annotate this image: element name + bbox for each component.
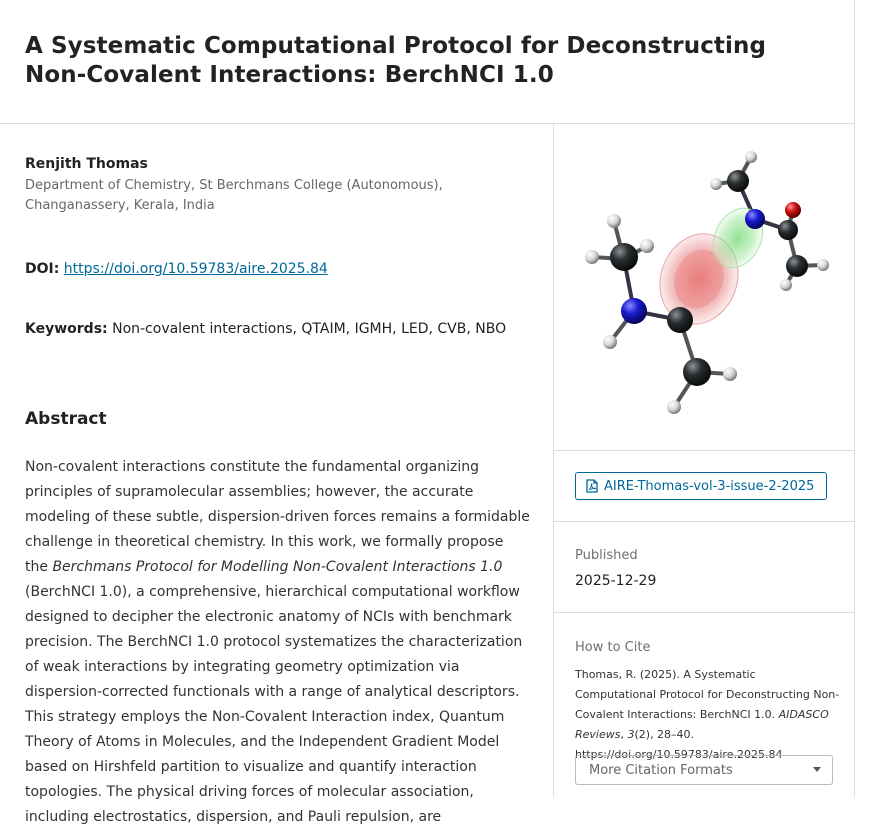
abstract-heading: Abstract	[25, 409, 107, 429]
published-label: Published	[575, 548, 638, 563]
molecule-illustration	[554, 124, 854, 451]
citation-separator: ,	[620, 728, 628, 741]
keywords-row	[25, 321, 506, 337]
published-section	[554, 522, 854, 613]
abstract-italic: Berchmans Protocol for Modelling Non-Covalent Interactions 1.0	[52, 559, 503, 575]
author-name: Renjith Thomas	[25, 156, 148, 172]
chevron-down-icon	[813, 767, 821, 772]
article-main	[0, 124, 554, 825]
author-affiliation: Department of Chemistry, St Berchmans College (Autonomous), Changanassery, Kerala, India	[25, 178, 443, 213]
page-title: A Systematic Computational Protocol for Deconstructing Non-Covalent Interactions: BerchNCI 1.0	[25, 33, 767, 88]
doi-label: DOI:	[25, 261, 60, 277]
abstract-part-1: Non-covalent interactions constitute the fundamental organizing principles of supramolecular assemblies; however, the accurate modeling of these subtle, dispersion-driven forces remains a formidable challenge in theoretical chemistry. In this work, we formally propose the	[25, 459, 530, 575]
doi-row	[25, 261, 328, 277]
citation-format-dropdown[interactable]	[575, 755, 833, 785]
citation-text	[575, 665, 840, 765]
file-pdf-icon	[586, 479, 598, 493]
galley-label: AIRE-Thomas-vol-3-issue-2-2025	[604, 478, 815, 494]
article-sidebar	[554, 124, 854, 797]
citation-journal: AIDASCO Reviews	[575, 708, 829, 741]
doi-link[interactable]: https://doi.org/10.59783/aire.2025.84	[63, 261, 328, 277]
citation-part-1: Thomas, R. (2025). A Systematic Computational Protocol for Deconstructing Non-Covalent Interactions: BerchNCI 1.0.	[575, 668, 840, 721]
citation-volume: 3	[627, 728, 635, 741]
how-to-cite-section	[554, 613, 854, 797]
citation-format-label: More Citation Formats	[589, 762, 733, 778]
published-date: 2025-12-29	[575, 573, 657, 589]
galley-section	[554, 451, 854, 522]
article-header	[0, 0, 854, 124]
abstract-part-2: (BerchNCI 1.0), a comprehensive, hierarchical computational workflow designed to decipher the electronic anatomy of NCIs with benchmark precision. The BerchNCI 1.0 protocol systematizes the characterization of weak interactions by integrating geometry optimization via dispersion-corrected functionals with a range of analytical descriptors. This strategy employs the Non-Covalent Interaction index, Quantum Theory of Atoms in Molecules, and the Independent Gradient Model based on Hirshfeld partition to visualize and quantify interaction topologies. The physical driving forces of molecular association, including electrostatics, dispersion, and Pauli repulsion, are	[25, 584, 523, 825]
abstract-text	[25, 455, 530, 830]
citation-part-2: (2), 28–40. https://doi.org/10.59783/aire.2025.84	[575, 728, 783, 761]
pdf-download-button[interactable]	[575, 472, 827, 500]
keywords-label: Keywords:	[25, 321, 108, 337]
cover-image	[554, 124, 854, 451]
how-to-cite-label: How to Cite	[575, 640, 651, 655]
keywords-value: Non-covalent interactions, QTAIM, IGMH, LED, CVB, NBO	[112, 321, 507, 337]
